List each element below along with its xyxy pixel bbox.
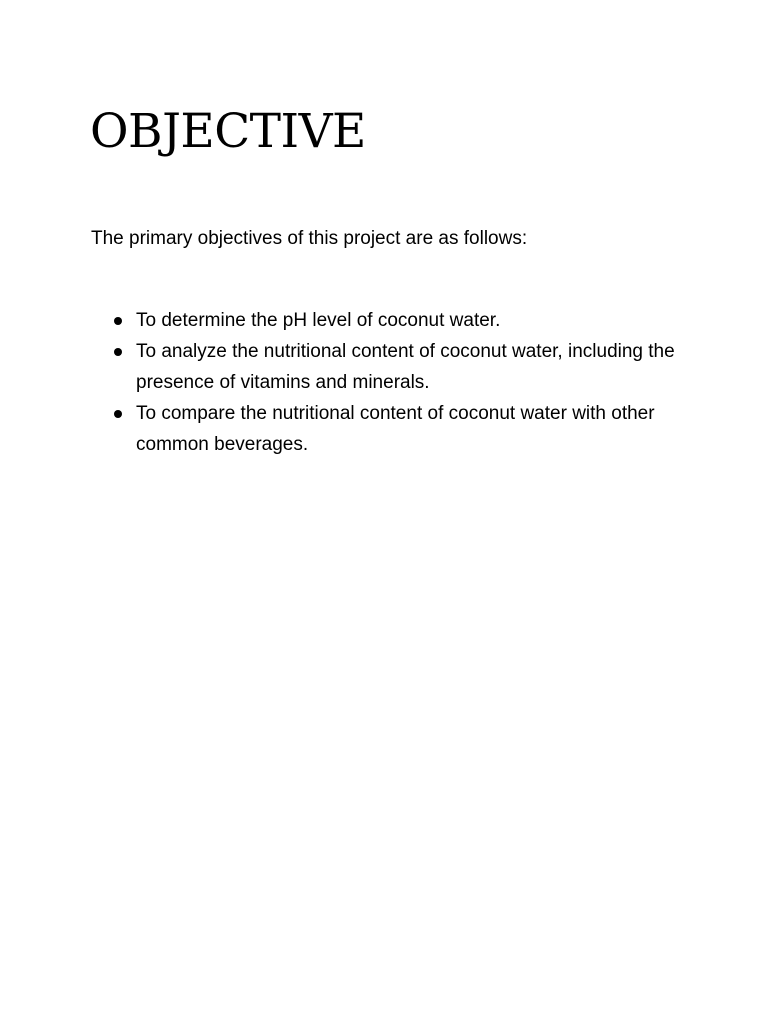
- bullet-icon: [114, 410, 122, 418]
- objective-text: To determine the pH level of coconut water.: [136, 310, 501, 331]
- objectives-list: [136, 305, 696, 460]
- list-item: [136, 398, 696, 460]
- objective-text: To analyze the nutritional content of coconut water, including the presence of vitamins and minerals.: [136, 341, 675, 393]
- bullet-icon: [114, 348, 122, 356]
- bullet-icon: [114, 317, 122, 325]
- page-heading: OBJECTIVE: [90, 104, 366, 159]
- intro-paragraph: The primary objectives of this project are as follows:: [91, 228, 528, 249]
- objective-text: To compare the nutritional content of coconut water with other common beverages.: [136, 403, 655, 455]
- list-item: [136, 305, 696, 336]
- list-item: [136, 336, 696, 398]
